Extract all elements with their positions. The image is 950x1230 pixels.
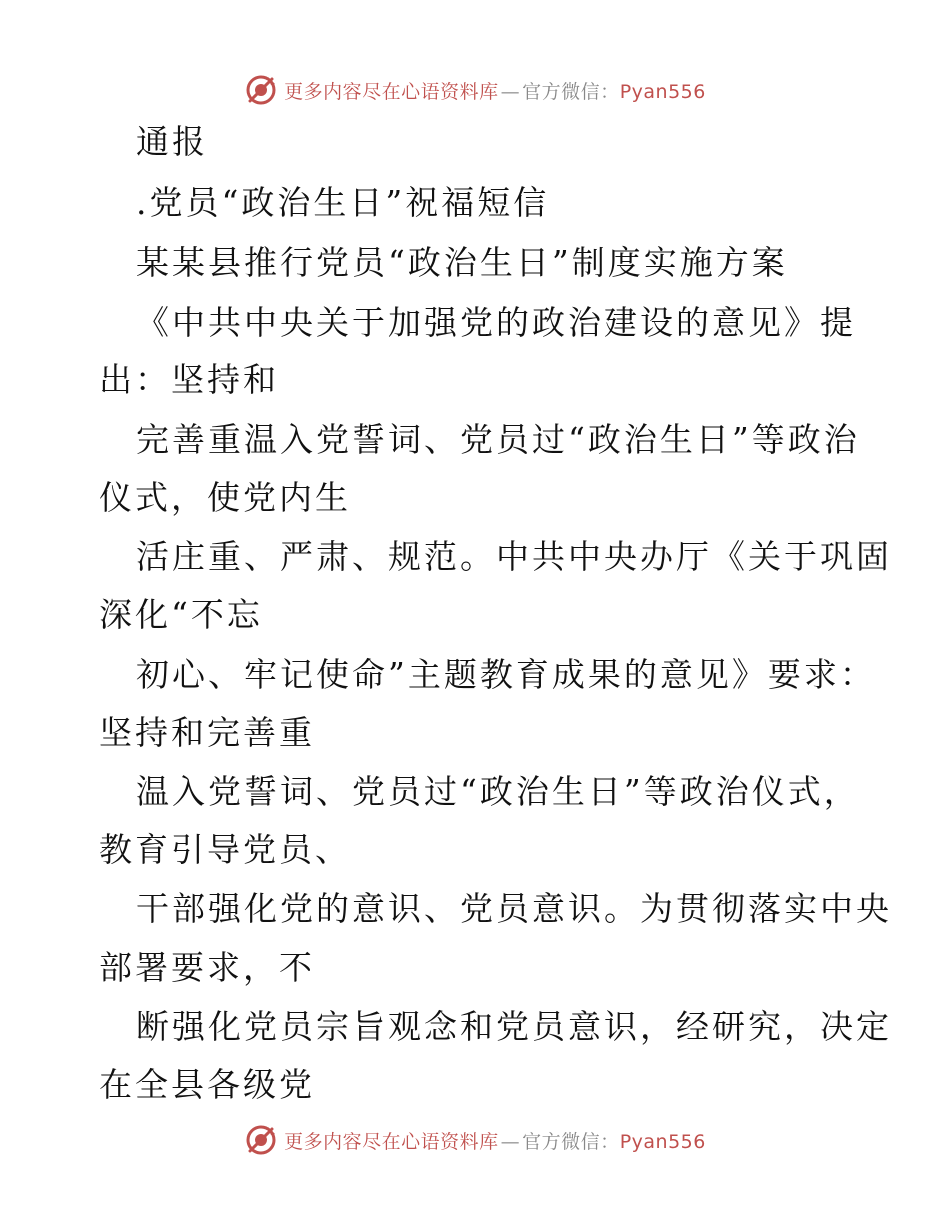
doc-line-3: 某某县推行党员“政治生日”制度实施方案 (136, 243, 788, 282)
watermark-text (284, 1127, 706, 1154)
doc-line-16: 断强化党员宗旨观念和党员意识，经研究，决定 (136, 1007, 892, 1046)
doc-line-17: 在全县各级党 (99, 1065, 315, 1104)
doc-line-13: 教育引导党员、 (99, 830, 351, 869)
watermark-label: 官方微信： (522, 1130, 620, 1153)
doc-line-9: 深化“不忘 (99, 595, 263, 634)
logo-icon (244, 1123, 278, 1157)
doc-line-11: 坚持和完善重 (99, 713, 315, 752)
watermark-site: 更多内容尽在心语资料库 (284, 80, 499, 103)
watermark-dash: — (500, 80, 521, 103)
doc-line-8: 活庄重、严肃、规范。中共中央办厅《关于巩固 (136, 537, 892, 576)
watermark-site: 更多内容尽在心语资料库 (284, 1130, 499, 1153)
doc-line-7: 仪式，使党内生 (99, 478, 351, 517)
doc-line-15: 部署要求，不 (99, 948, 315, 987)
watermark-label: 官方微信： (522, 80, 620, 103)
header-watermark (0, 70, 950, 110)
doc-line-5: 出：坚持和 (99, 360, 279, 399)
doc-line-4: 《中共中央关于加强党的政治建设的意见》提 (136, 303, 856, 342)
doc-line-12: 温入党誓词、党员过“政治生日”等政治仪式， (136, 772, 860, 811)
logo-icon (244, 73, 278, 107)
watermark-id: Pyan556 (619, 80, 706, 103)
doc-line-10: 初心、牢记使命”主题教育成果的意见》要求： (136, 655, 876, 694)
doc-line-6: 完善重温入党誓词、党员过“政治生日”等政治 (136, 420, 860, 459)
doc-line-2: .党员“政治生日”祝福短信 (136, 183, 550, 222)
watermark-id: Pyan556 (619, 1130, 706, 1153)
doc-line-14: 干部强化党的意识、党员意识。为贯彻落实中央 (136, 889, 892, 928)
doc-line-1: 通报 (136, 122, 208, 161)
watermark-text (284, 77, 706, 104)
footer-watermark (0, 1120, 950, 1160)
watermark-dash: — (500, 1130, 521, 1153)
